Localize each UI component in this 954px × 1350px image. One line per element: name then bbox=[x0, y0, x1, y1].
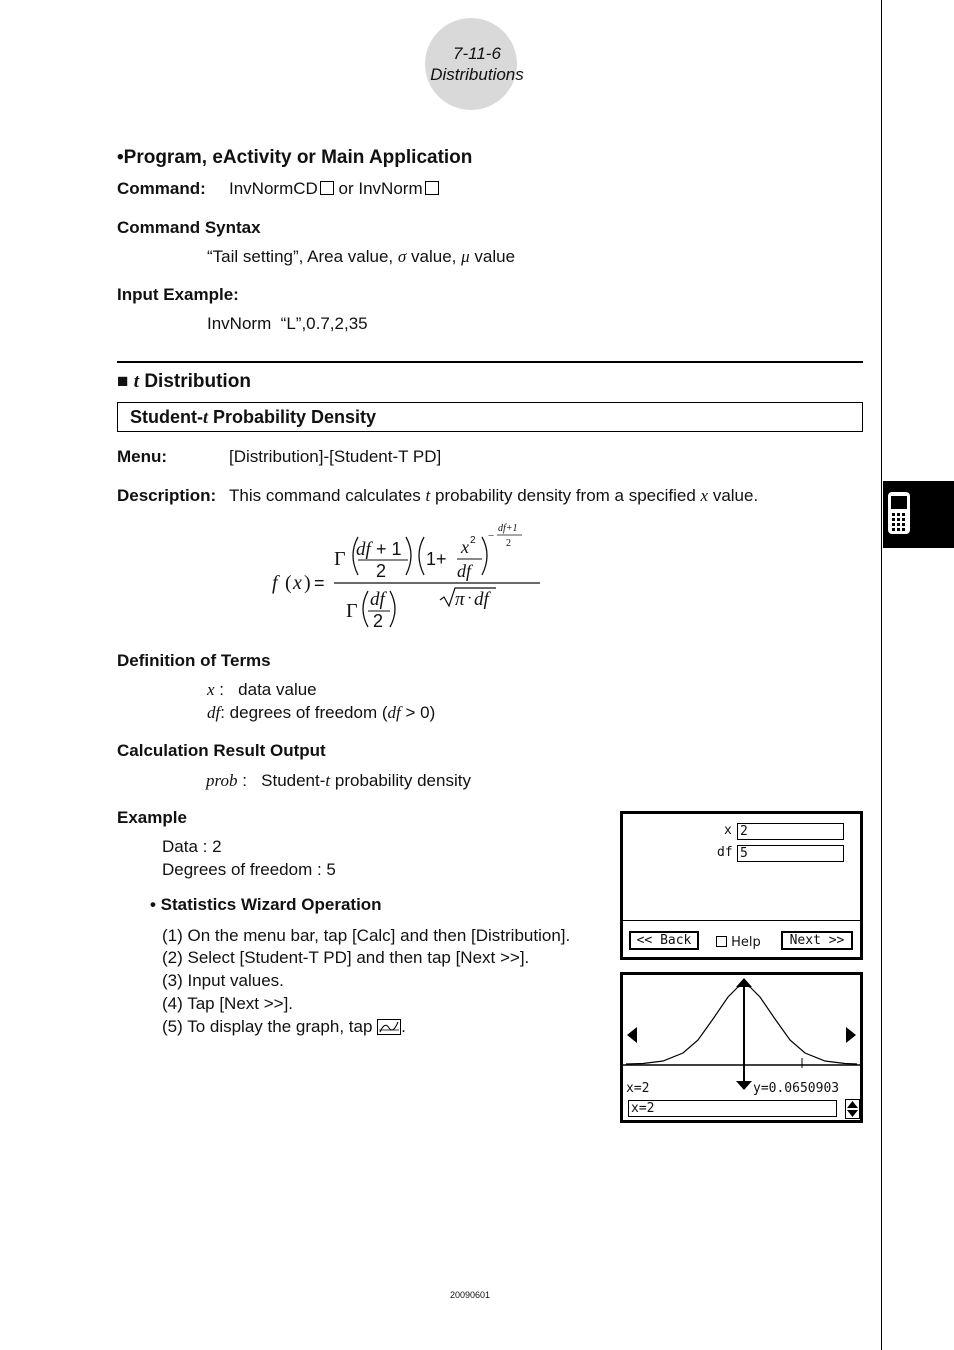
svg-text:df: df bbox=[457, 561, 472, 581]
right-margin-rule bbox=[881, 0, 882, 1350]
syntax-label: Command Syntax bbox=[117, 218, 261, 237]
svg-text:1+: 1+ bbox=[426, 549, 447, 569]
x-input[interactable]: 2 bbox=[737, 823, 844, 840]
svg-text:x: x bbox=[461, 537, 469, 557]
svg-text:(: ( bbox=[285, 572, 292, 594]
page-number: 7-11-6 bbox=[453, 44, 501, 63]
step-2: (2) Select [Student-T PD] and then tap [Next >>]. bbox=[162, 948, 530, 967]
output-heading: Calculation Result Output bbox=[117, 741, 326, 760]
up-arrow-icon bbox=[736, 978, 752, 987]
menu-label: Menu: bbox=[117, 447, 168, 466]
density-curve bbox=[626, 985, 857, 1064]
t-pdf-formula bbox=[260, 515, 540, 635]
output-prob: prob : Student-t probability density bbox=[206, 771, 471, 790]
subsection-title: Student-t Probability Density bbox=[130, 407, 377, 427]
svg-text:df+1: df+1 bbox=[498, 523, 518, 534]
svg-text:=: = bbox=[314, 573, 325, 593]
input-example-value: InvNorm “L”,0.7,2,35 bbox=[207, 314, 368, 333]
svg-text:π: π bbox=[455, 589, 465, 610]
example-heading: Example bbox=[117, 808, 187, 827]
svg-text:2: 2 bbox=[376, 561, 387, 581]
svg-text:Γ: Γ bbox=[346, 600, 358, 622]
example-dof: Degrees of freedom : 5 bbox=[162, 860, 336, 879]
step-3: (3) Input values. bbox=[162, 971, 284, 990]
status-y: y=0.0650903 bbox=[753, 1081, 840, 1096]
svg-text:·: · bbox=[467, 590, 473, 607]
graph-screen bbox=[620, 972, 863, 1123]
menu-value: [Distribution]-[Student-T PD] bbox=[229, 447, 442, 466]
chapter-tab bbox=[883, 481, 954, 548]
syntax-value: “Tail setting”, Area value, σ value, μ value bbox=[207, 247, 516, 266]
step-5: (5) To display the graph, tap . bbox=[162, 1017, 406, 1036]
section-divider bbox=[117, 361, 863, 363]
next-button[interactable]: Next >> bbox=[781, 931, 853, 950]
left-arrow-icon bbox=[627, 1027, 637, 1043]
svg-text:+ 1: + 1 bbox=[376, 539, 402, 559]
svg-text:2: 2 bbox=[506, 538, 511, 549]
scroll-arrows-icon[interactable] bbox=[845, 1099, 860, 1119]
definitions-heading: Definition of Terms bbox=[117, 651, 271, 670]
example-data: Data : 2 bbox=[162, 837, 222, 856]
down-arrow-icon bbox=[736, 1081, 752, 1090]
command-label: Command: bbox=[117, 179, 206, 198]
df-label: df bbox=[717, 845, 733, 860]
definition-x: x : data value bbox=[207, 680, 317, 699]
description-label: Description: bbox=[117, 486, 217, 505]
help-checkbox[interactable]: Help bbox=[716, 935, 761, 950]
svg-text:Γ: Γ bbox=[334, 548, 346, 570]
placeholder-box-icon bbox=[320, 181, 334, 195]
svg-text:−: − bbox=[488, 530, 495, 542]
svg-text:f: f bbox=[272, 572, 278, 594]
svg-text:x: x bbox=[293, 572, 302, 594]
placeholder-box-icon bbox=[425, 181, 439, 195]
footer-code: 20090601 bbox=[449, 1290, 491, 1300]
graph-button-icon bbox=[377, 1019, 401, 1035]
description-text: This command calculates t probability density from a specified x value. bbox=[229, 486, 759, 505]
square-bullet-icon: ■ bbox=[117, 371, 129, 392]
t-distribution-heading: ■ t Distribution bbox=[117, 371, 251, 392]
svg-text:df: df bbox=[474, 589, 489, 610]
wizard-screen bbox=[620, 811, 863, 960]
command-value: InvNormCD or InvNorm bbox=[229, 179, 439, 199]
back-button[interactable]: << Back bbox=[629, 931, 699, 950]
checkbox-icon[interactable] bbox=[716, 936, 727, 947]
status-x: x=2 bbox=[626, 1081, 650, 1096]
trace-input[interactable]: x=2 bbox=[628, 1100, 837, 1117]
t-distribution-graph bbox=[623, 975, 860, 1120]
df-input[interactable]: 5 bbox=[737, 845, 844, 862]
program-heading: •Program, eActivity or Main Application bbox=[117, 147, 473, 168]
step-1: (1) On the menu bar, tap [Calc] and then [Distribution]. bbox=[162, 926, 571, 945]
wizard-heading: • Statistics Wizard Operation bbox=[150, 895, 382, 914]
svg-text:df: df bbox=[356, 539, 371, 560]
svg-text:2: 2 bbox=[470, 535, 476, 546]
svg-text:df: df bbox=[370, 589, 385, 610]
input-example-label: Input Example: bbox=[117, 285, 239, 304]
definition-df: df: degrees of freedom (df > 0) bbox=[207, 703, 436, 722]
right-arrow-icon bbox=[846, 1027, 856, 1043]
calculator-icon bbox=[883, 481, 954, 548]
step-4: (4) Tap [Next >>]. bbox=[162, 994, 294, 1013]
button-bar-divider bbox=[623, 920, 860, 921]
page-number-badge bbox=[425, 18, 517, 110]
svg-text:): ) bbox=[304, 572, 311, 594]
x-label: x bbox=[724, 823, 732, 838]
svg-text:2: 2 bbox=[373, 611, 384, 631]
section-name: Distributions bbox=[430, 65, 524, 84]
